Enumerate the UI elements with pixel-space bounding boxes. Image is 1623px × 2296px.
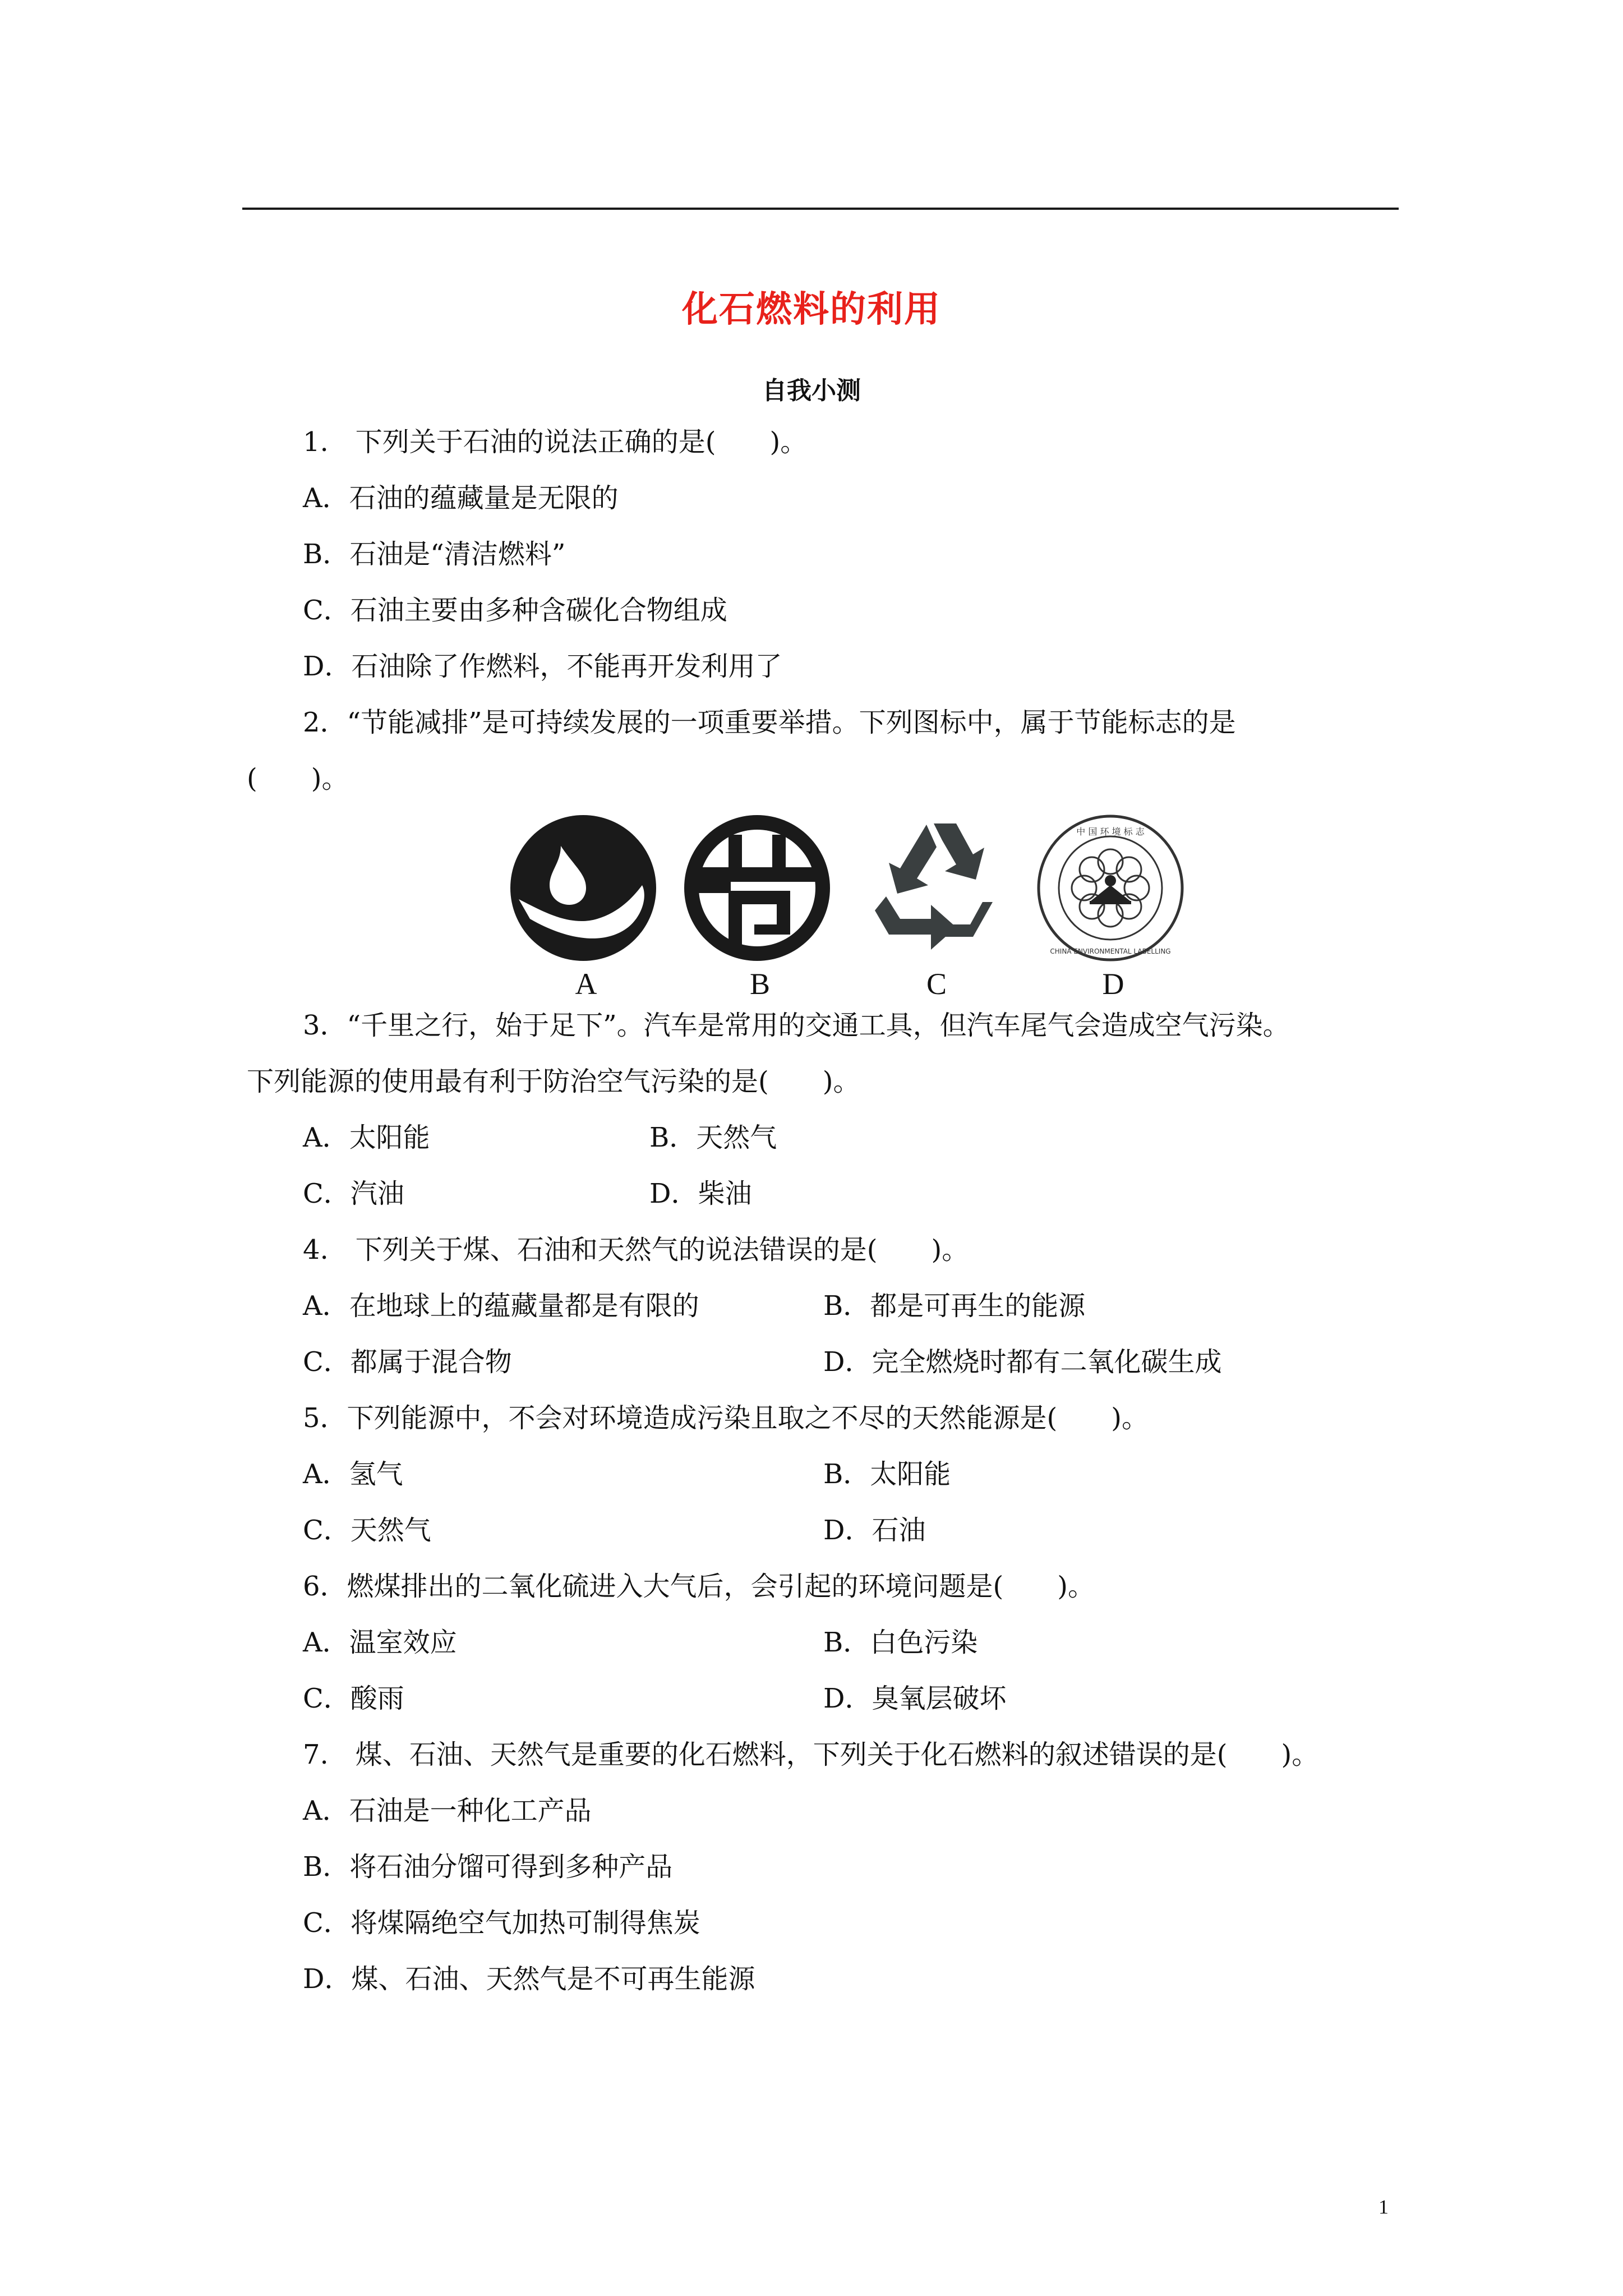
q4-option-b: B．都是可再生的能源: [823, 1290, 1086, 1322]
q4-option-a: A．在地球上的蕴藏量都是有限的: [303, 1290, 699, 1322]
q6-stem: 6．燃煤排出的二氧化硫进入大气后，会引起的环境问题是( )。: [303, 1571, 1095, 1602]
q4-option-c: C．都属于混合物: [303, 1346, 512, 1378]
q3-stem-line2: 下列能源的使用最有利于防治空气污染的是( )。: [247, 1066, 860, 1097]
q2-icon-row: [508, 812, 1197, 1001]
q2-stem-line1: 2．“节能减排”是可持续发展的一项重要举措。下列图标中，属于节能标志的是: [303, 707, 1236, 738]
icon-d-environmental-label: [1035, 812, 1192, 1001]
seal-top-text: 中 国 环 境 标 志: [1076, 826, 1145, 837]
icon-c-label: C: [926, 967, 947, 1001]
q3-option-d: D．柴油: [649, 1178, 752, 1209]
icon-b-label: B: [749, 967, 771, 1001]
icon-d-label: D: [1102, 967, 1124, 1001]
q5-option-a: A．氢气: [303, 1458, 403, 1490]
q3-option-c: C．汽油: [303, 1178, 404, 1209]
q7-option-c: C．将煤隔绝空气加热可制得焦炭: [303, 1907, 700, 1939]
q6-option-b: B．白色污染: [823, 1627, 978, 1658]
q1-stem: 1. 下列关于石油的说法正确的是( )。: [303, 426, 808, 458]
recycle-icon: [858, 812, 1009, 964]
icon-c-recycle: [858, 812, 1015, 1001]
q6-option-a: A．温室效应: [303, 1627, 457, 1658]
q5-option-b: B．太阳能: [823, 1458, 951, 1490]
q7-option-b: B．将石油分馏可得到多种产品: [303, 1851, 673, 1883]
q3-stem-line1: 3．“千里之行，始于足下”。汽车是常用的交通工具，但汽车尾气会造成空气污染。: [303, 1010, 1290, 1041]
q4-stem: 4. 下列关于煤、石油和天然气的说法错误的是( )。: [303, 1234, 969, 1266]
q1-option-d: D．石油除了作燃料，不能再开发利用了: [303, 651, 782, 682]
icon-a-label: A: [575, 967, 597, 1001]
q5-option-c: C．天然气: [303, 1515, 431, 1546]
q5-stem: 5．下列能源中，不会对环境造成污染且取之不尽的天然能源是( )。: [303, 1402, 1149, 1434]
q1-option-a: A．石油的蕴藏量是无限的: [303, 482, 619, 514]
page-number: 1: [1378, 2196, 1389, 2218]
q6-option-d: D．臭氧层破坏: [823, 1683, 1007, 1714]
environmental-label-icon: [1035, 812, 1186, 964]
q5-option-d: D．石油: [823, 1515, 926, 1546]
q1-option-b: B．石油是“清洁燃料”: [303, 539, 566, 570]
section-subtitle: 自我小测: [762, 376, 861, 405]
icon-a-water-saving: [508, 812, 665, 1001]
q7-option-d: D．煤、石油、天然气是不可再生能源: [303, 1963, 755, 1995]
q6-option-c: C．酸雨: [303, 1683, 404, 1714]
seal-ring-text: CHINA ENVIRONMENTAL LABELLING: [1050, 947, 1171, 955]
icon-b-energy-saving: [681, 812, 838, 1001]
q7-option-a: A．石油是一种化工产品: [303, 1795, 592, 1826]
q2-stem-line2: ( )。: [247, 763, 349, 794]
q7-stem: 7. 煤、石油、天然气是重要的化石燃料，下列关于化石燃料的叙述错误的是( )。: [303, 1739, 1319, 1770]
q3-option-b: B．天然气: [649, 1122, 777, 1153]
q3-option-a: A．太阳能: [303, 1122, 430, 1153]
page-title: 化石燃料的利用: [682, 288, 941, 330]
q1-option-c: C．石油主要由多种含碳化合物组成: [303, 595, 727, 626]
header-rule: [242, 208, 1399, 210]
q4-option-d: D．完全燃烧时都有二氧化碳生成: [823, 1346, 1222, 1378]
energy-saving-icon: [681, 812, 833, 964]
water-saving-icon: [508, 812, 659, 964]
